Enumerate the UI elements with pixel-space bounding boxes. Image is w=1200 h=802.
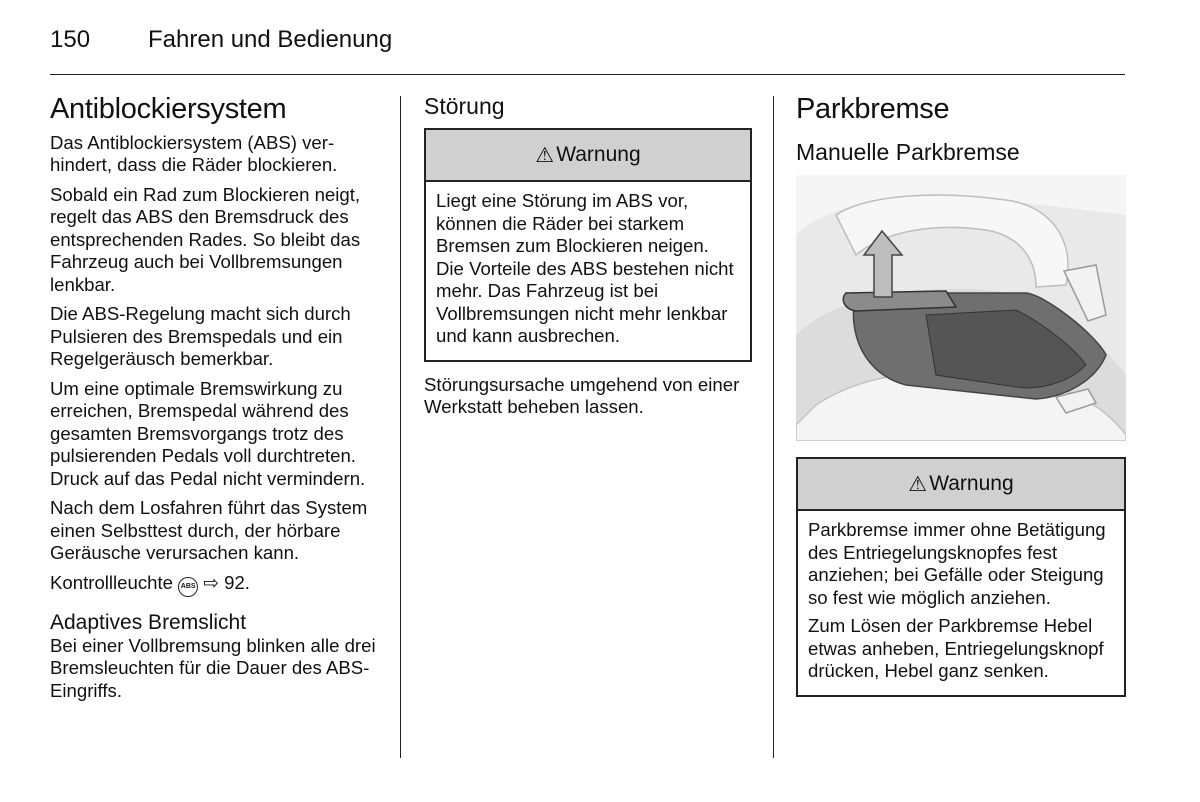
- subsection-heading-manual-parking-brake: Manuelle Parkbremse: [796, 138, 1020, 165]
- warning-title: Warnung: [556, 143, 641, 167]
- warning-triangle-icon: ⚠: [535, 143, 555, 167]
- column-divider-1: [400, 96, 401, 758]
- section-heading-abs: Antiblockiersystem: [50, 93, 287, 125]
- warning-triangle-icon: ⚠: [908, 472, 928, 496]
- column-abs: [50, 94, 382, 709]
- paragraph: Bei einer Vollbremsung blinken alle drei Bremsleuchten für die Dauer des ABS-Eingriffs.: [50, 634, 376, 701]
- warning-header: [798, 459, 1124, 511]
- warning-box: [796, 457, 1126, 697]
- warning-text: Zum Lösen der Parkbremse Hebel etwas anheben, Entriegelungsknopf drücken, Hebel ganz senken.: [808, 615, 1104, 682]
- warning-header: [426, 130, 750, 182]
- section-heading-stoerung: Störung: [424, 93, 505, 119]
- paragraph: Die ABS-Regelung macht sich durch Pulsieren des Bremspedals und ein Regelgeräusch bemerkbar.: [50, 303, 351, 370]
- subsection-heading-adaptive-brake-light: Adaptives Bremslicht: [50, 610, 247, 634]
- column-stoerung: [424, 94, 752, 426]
- section-heading-parkbremse: Parkbremse: [796, 93, 950, 125]
- header-divider: [50, 74, 1125, 75]
- paragraph: Sobald ein Rad zum Blockieren neigt, regelt das ABS den Bremsdruck des entsprechenden Rades. So bleibt das Fahrzeug auch bei Vollbremsungen lenkbar.: [50, 183, 361, 295]
- warning-text: Liegt eine Störung im ABS vor, können die Räder bei starkem Bremsen zum Blockieren neigen. Die Vorteile des ABS bestehen nicht mehr. Das Fahrzeug ist bei Vollbremsungen nicht mehr lenkbar und kann ausbrechen.: [436, 190, 734, 347]
- warning-body: [798, 511, 1124, 695]
- page-reference-arrow-icon: ⇨: [203, 571, 219, 593]
- paragraph: Störungsursache umgehend von einer Werkstatt beheben lassen.: [424, 373, 740, 418]
- page-number: 150: [50, 26, 91, 53]
- column-divider-2: [773, 96, 774, 758]
- warning-box: [424, 128, 752, 362]
- abs-warning-light-icon: ABS: [178, 577, 198, 597]
- column-parkbremse: [796, 94, 1126, 697]
- control-light-reference: [50, 572, 382, 597]
- paragraph: Das Antiblockiersystem (ABS) verhindert, dass die Räder blockieren.: [50, 131, 338, 176]
- running-title: Fahren und Bedienung: [148, 26, 393, 53]
- control-light-page-ref: 92.: [224, 571, 250, 593]
- paragraph: Um eine optimale Bremswirkung zu erreichen, Bremspedal während des gesamten Bremsvorgangs trotz des pulsierenden Pedals voll durchtreten. Druck auf das Pedal nicht vermindern.: [50, 377, 366, 489]
- warning-title: Warnung: [929, 472, 1014, 496]
- parking-brake-lever-illustration: [796, 175, 1126, 441]
- warning-body: [426, 182, 750, 360]
- paragraph: Nach dem Losfahren führt das System einen Selbsttest durch, der hörbare Geräusche verursachen kann.: [50, 497, 368, 564]
- control-light-label: Kontrollleuchte: [50, 571, 174, 593]
- warning-text: Parkbremse immer ohne Betätigung des Entriegelungsknopfes fest anziehen; bei Gefälle oder Steigung so fest wie möglich anziehen.: [808, 519, 1106, 608]
